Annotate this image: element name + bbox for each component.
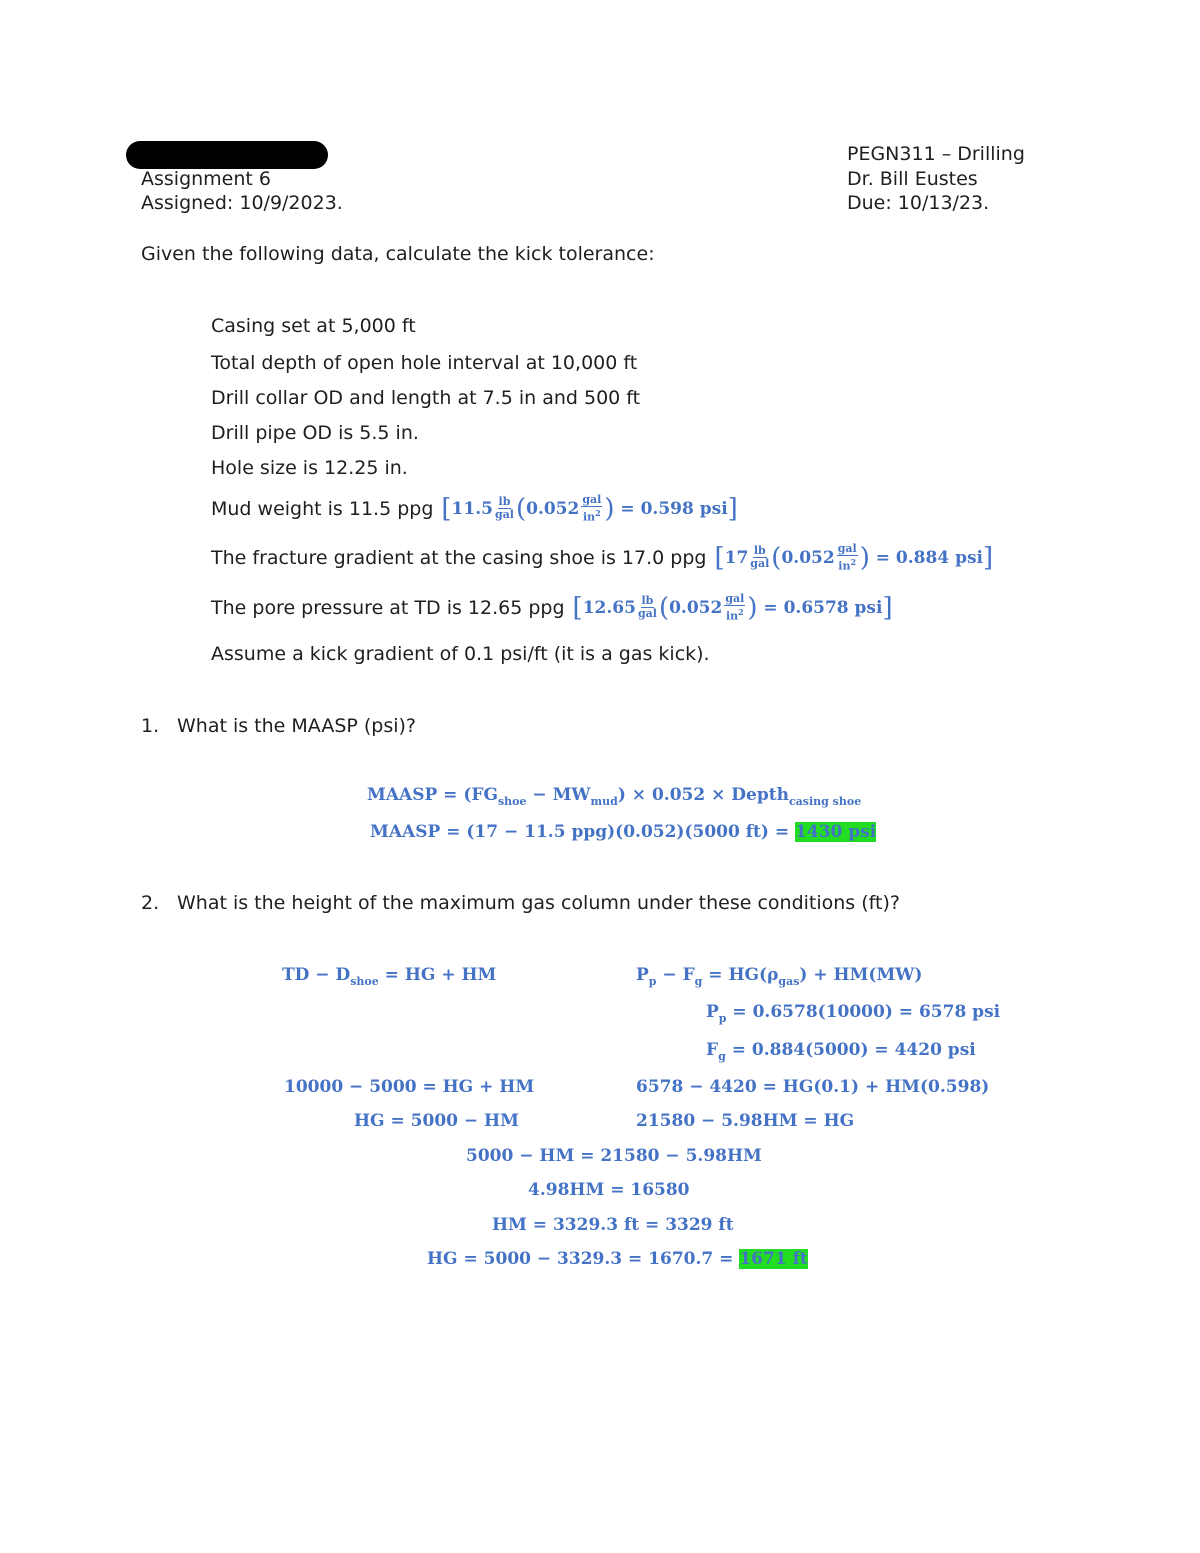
maasp-calculation: MAASP = (17 − 11.5 ppg)(0.052)(5000 ft) = 1430 psi	[370, 822, 877, 842]
pressure-balance-eq: $P_p - F_g = HG(\rho_{gas}) + HM(MW)$	[636, 965, 923, 988]
redacted-name	[126, 141, 328, 169]
pore-pressure-conversion: [ 12.65 $\frac{lb}{\text{gal}}$ ( 0.052 $\frac{\text{gal}}{in^2}$ ) = 0.6578 psi ]	[572, 592, 893, 623]
pore-pressure-calc: $P_p = 0.6578(10000) = 6578$ psi	[706, 1002, 1001, 1025]
hg-pressure-expression: 21580 − 5.98HM = HG	[636, 1111, 855, 1131]
given-kick-gradient: Assume a kick gradient of 0.1 psi/ft (it is a gas kick).	[211, 643, 710, 665]
given-pore-pressure	[211, 593, 893, 623]
assigned-date: Assigned: 10/9/2023.	[141, 192, 343, 214]
hg-result: HG = 5000 − 3329.3 = 1670.7 = 1671 ft	[427, 1249, 808, 1269]
combined-equation: 5000 − HM = 21580 − 5.98HM	[466, 1146, 762, 1166]
depth-balance-eq: TD − $D_{shoe}$ = HG + HM	[282, 965, 497, 988]
fracture-gradient-label: The fracture gradient at the casing shoe is 17.0 ppg	[211, 546, 707, 569]
maasp-formula: MAASP = $(FG_{shoe} - MW_{mud}) \times 0.052$ × Depth$_{casing shoe}$	[367, 785, 862, 808]
pressure-substitution: 6578 − 4420 = HG(0.1) + HM(0.598)	[636, 1077, 990, 1097]
depth-substitution: 10000 − 5000 = HG + HM	[284, 1077, 535, 1097]
given-total-depth: Total depth of open hole interval at 10,000 ft	[211, 352, 638, 374]
due-date: Due: 10/13/23.	[847, 192, 990, 214]
maasp-answer: 1430 psi	[795, 822, 877, 842]
hm-solve-step: 4.98HM = 16580	[528, 1180, 690, 1200]
given-hole-size: Hole size is 12.25 in.	[211, 457, 408, 479]
given-fracture-gradient	[211, 543, 993, 573]
given-drill-pipe: Drill pipe OD is 5.5 in.	[211, 422, 419, 444]
assignment-title: Assignment 6	[141, 168, 271, 190]
q1-text: What is the MAASP (psi)?	[177, 715, 417, 737]
instructor-name: Dr. Bill Eustes	[847, 168, 978, 190]
q1-number: 1.	[141, 715, 160, 737]
q2-text: What is the height of the maximum gas column under these conditions (ft)?	[177, 892, 900, 914]
mud-weight-label: Mud weight is 11.5 ppg	[211, 497, 434, 520]
mud-weight-conversion: [ 11.5 $\frac{lb}{\text{gal}}$ ( 0.052 $\frac{\text{gal}}{in^2}$ ) = 0.598 psi ]	[441, 493, 738, 524]
pore-pressure-label: The pore pressure at TD is 12.65 ppg	[211, 596, 565, 619]
hg-answer: 1671 ft	[739, 1249, 808, 1269]
frac-pressure-calc: $F_g = 0.884(5000) = 4420$ psi	[706, 1040, 976, 1063]
given-drill-collar: Drill collar OD and length at 7.5 in and 500 ft	[211, 387, 641, 409]
given-casing: Casing set at 5,000 ft	[211, 315, 416, 337]
given-mud-weight	[211, 494, 738, 524]
fracture-gradient-conversion: [ 17 $\frac{lb}{\text{gal}}$ ( 0.052 $\frac{\text{gal}}{in^2}$ ) = 0.884 psi ]	[714, 542, 994, 573]
hm-result: HM = 3329.3 ft = 3329 ft	[492, 1215, 734, 1235]
course-name: PEGN311 – Drilling	[847, 143, 1025, 165]
intro-text: Given the following data, calculate the kick tolerance:	[141, 243, 655, 265]
q2-number: 2.	[141, 892, 160, 914]
hg-expression: HG = 5000 − HM	[354, 1111, 519, 1131]
